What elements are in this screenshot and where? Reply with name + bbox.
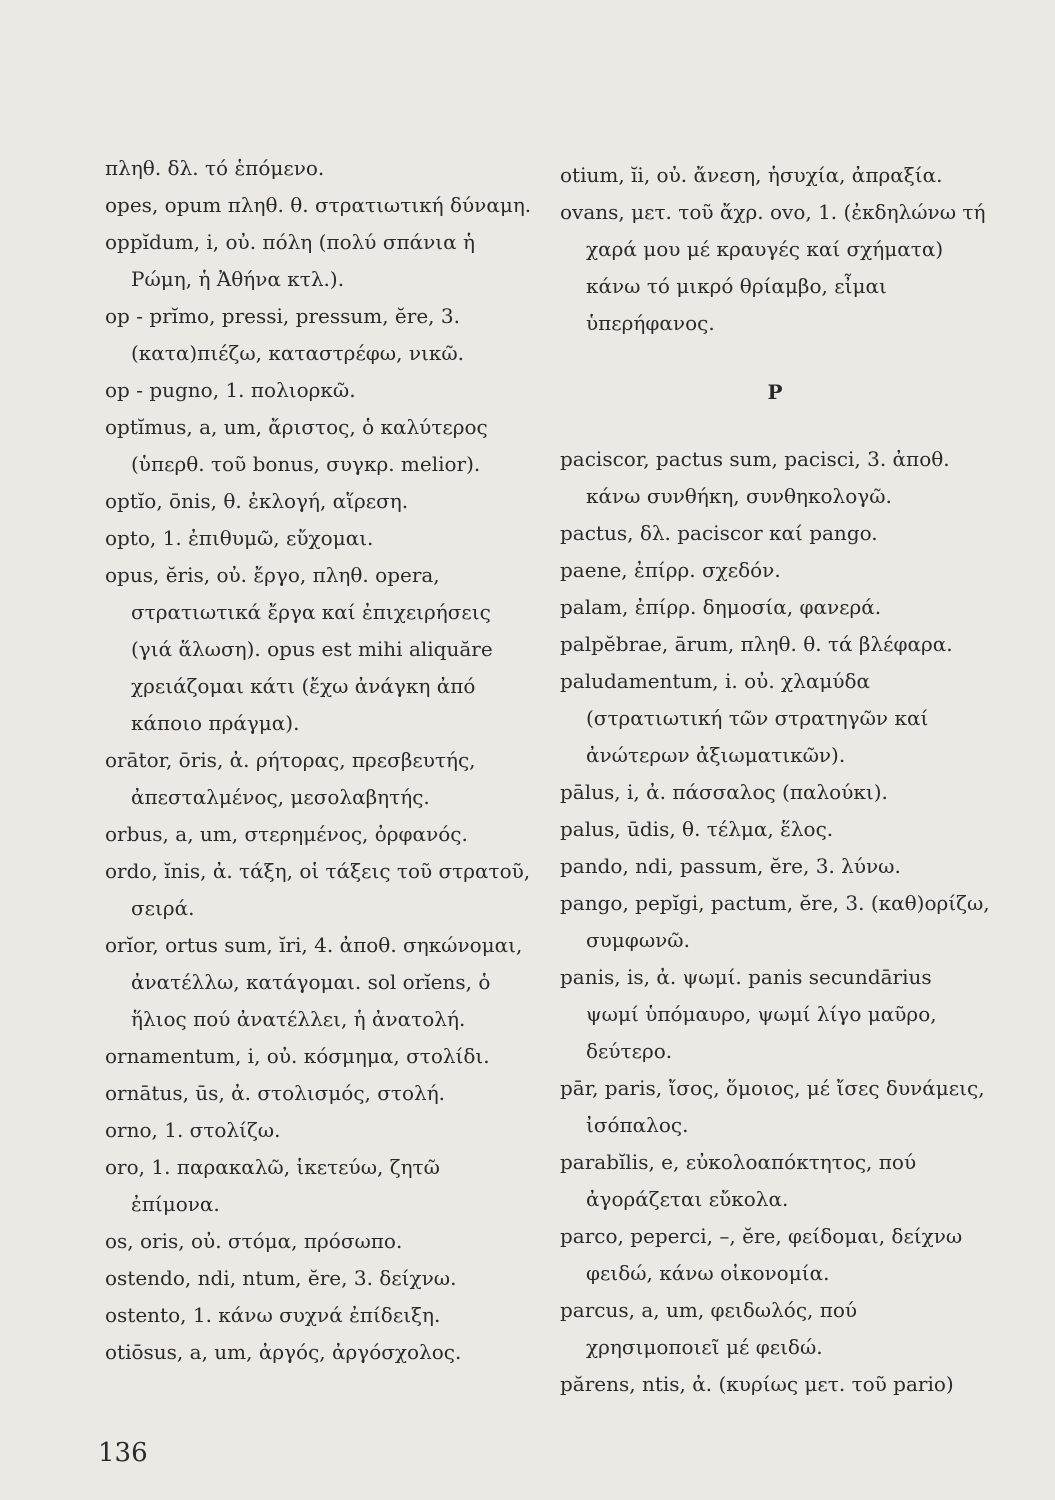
dictionary-entry: parco, peperci, –, ĕre, φείδομαι, δείχνω φειδώ, κάνω οἰκονομία.: [560, 1224, 963, 1285]
dictionary-entry: ornamentum, i, οὐ. κόσμημα, στολίδι.: [105, 1044, 490, 1068]
dictionary-entry: otium, ĭi, οὐ. ἄνεση, ἡσυχία, ἀπραξία.: [560, 163, 943, 187]
dictionary-entry: paene, ἐπίρρ. σχεδόν.: [560, 558, 781, 582]
dictionary-entry: ostendo, ndi, ntum, ĕre, 3. δείχνω.: [105, 1266, 457, 1290]
dictionary-entry: palpĕbrae, ārum, πληθ. θ. τά βλέφαρα.: [560, 632, 953, 656]
dictionary-entry: op - pugno, 1. πολιορκῶ.: [105, 378, 356, 402]
dictionary-entry: otiōsus, a, um, ἀργός, ἀργόσχολος.: [105, 1340, 462, 1364]
dictionary-entry: orĭor, ortus sum, ĭri, 4. ἀποθ. σηκώνομαι, ἀνατέλλω, κατάγομαι. sol orĭens, ὁ ἥλιος πού ἀνατέλλει, ἡ ἀνατολή.: [105, 933, 523, 1031]
dictionary-entry: πληθ. δλ. τό ἑπόμενο.: [105, 156, 325, 180]
dictionary-entry: opto, 1. ἐπιθυμῶ, εὔχομαι.: [105, 526, 374, 550]
left-column: [105, 150, 535, 1371]
dictionary-entry: pactus, δλ. paciscor καί pango.: [560, 521, 878, 545]
right-entries-before: [560, 157, 990, 342]
dictionary-entry: opes, opum πληθ. θ. στρατιωτική δύναμη.: [105, 193, 532, 217]
dictionary-entry: orno, 1. στολίζω.: [105, 1118, 281, 1142]
dictionary-entry: pando, ndi, passum, ĕre, 3. λύνω.: [560, 854, 901, 878]
dictionary-entry: pango, pepĭgi, pactum, ĕre, 3. (καθ)ορίζω, συμφωνῶ.: [560, 891, 990, 952]
dictionary-entry: paludamentum, i. οὐ. χλαμύδα (στρατιωτική τῶν στρατηγῶν καί ἀνώτερων ἀξιωματικῶν).: [560, 669, 929, 767]
dictionary-entry: opus, ĕris, οὐ. ἔργο, πληθ. opera, στρατιωτικά ἔργα καί ἐπιχειρήσεις (γιά ἅλωση). opus est mihi aliquăre χρειάζομαι κάτι (ἔχω ἀνάγκη ἀπό κάποιο πράγμα).: [105, 563, 493, 735]
dictionary-entry: os, oris, οὐ. στόμα, πρόσωπο.: [105, 1229, 403, 1253]
dictionary-entry: parabĭlis, e, εὐκολοαπόκτητος, πού ἀγοράζεται εὔκολα.: [560, 1150, 917, 1211]
dictionary-entry: orbus, a, um, στερημένος, ὀρφανός.: [105, 822, 468, 846]
dictionary-entry: palus, ūdis, θ. τέλμα, ἕλος.: [560, 817, 834, 841]
dictionary-entry: pālus, i, ἀ. πάσσαλος (παλούκι).: [560, 780, 888, 804]
right-entries-after: [560, 441, 990, 1403]
right-column: [560, 157, 990, 1403]
letter-heading: P: [767, 380, 783, 404]
dictionary-entry: oppĭdum, i, οὐ. πόλη (πολύ σπάνια ἡ Ρώμη, ἡ Ἀθήνα κτλ.).: [105, 230, 475, 291]
dictionary-entry: orātor, ōris, ἀ. ρήτορας, πρεσβευτής, ἀπεσταλμένος, μεσολαβητής.: [105, 748, 476, 809]
dictionary-entry: parcus, a, um, φειδωλός, πού χρησιμοποιεῖ μέ φειδώ.: [560, 1298, 858, 1359]
page-number: 136: [98, 1438, 148, 1468]
dictionary-entry: ovans, μετ. τοῦ ἄχρ. ovo, 1. (ἐκδηλώνω τή χαρά μου μέ κραυγές καί σχήματα) κάνω τό μικρό θρίαμβο, εἶμαι ὑπερήφανος.: [560, 200, 986, 335]
dictionary-entry: ostento, 1. κάνω συχνά ἐπίδειξη.: [105, 1303, 441, 1327]
dictionary-entry: op - prĭmo, pressi, pressum, ĕre, 3. (κατα)πιέζω, καταστρέφω, νικῶ.: [105, 304, 464, 365]
dictionary-entry: optĭo, ōnis, θ. ἐκλογή, αἵρεση.: [105, 489, 409, 513]
dictionary-entry: ornātus, ūs, ἀ. στολισμός, στολή.: [105, 1081, 446, 1105]
dictionary-entry: optĭmus, a, um, ἄριστος, ὁ καλύτερος (ὑπερθ. τοῦ bonus, συγκρ. melior).: [105, 415, 488, 476]
dictionary-entry: oro, 1. παρακαλῶ, ἱκετεύω, ζητῶ ἐπίμονα.: [105, 1155, 440, 1216]
dictionary-entry: ordo, ĭnis, ἀ. τάξη, οἱ τάξεις τοῦ στρατοῦ, σειρά.: [105, 859, 531, 920]
dictionary-entry: paciscor, pactus sum, pacisci, 3. ἀποθ. κάνω συνθήκη, συνθηκολογῶ.: [560, 447, 950, 508]
dictionary-entry: panis, is, ἀ. ψωμί. panis secundārius ψωμί ὑπόμαυρο, ψωμί λίγο μαῦρο, δεύτερο.: [560, 965, 937, 1063]
dictionary-entry: părens, ntis, ἀ. (κυρίως μετ. τοῦ pario): [560, 1372, 954, 1396]
dictionary-entry: pār, paris, ἴσος, ὅμοιος, μέ ἴσες δυνάμεις, ἰσόπαλος.: [560, 1076, 985, 1137]
dictionary-entry: palam, ἐπίρρ. δημοσία, φανερά.: [560, 595, 882, 619]
